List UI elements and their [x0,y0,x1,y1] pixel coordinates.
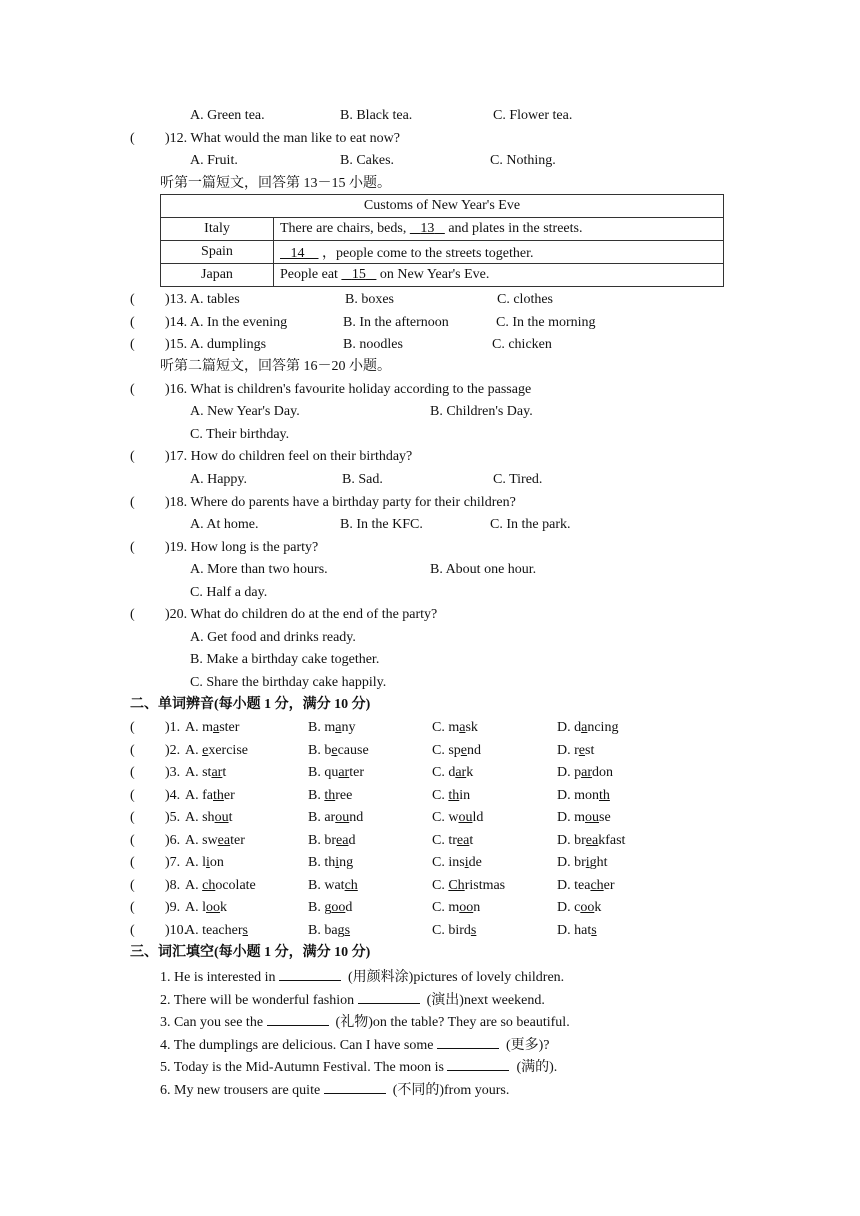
q20-option-a: A. Get food and drinks ready. [190,630,356,645]
vocab-item: 4. The dumplings are delicious. Can I have some (更多)? [160,1034,550,1054]
section2-title: 二、单词辨音(每小题 1 分，满分 10 分) [130,697,371,712]
phonics-option: A. master [185,720,240,735]
table-cell: There are chairs, beds, 13 and plates in the streets. [274,218,724,241]
q16-option-c: C. Their birthday. [190,427,290,442]
q13-option-b: B. boxes [345,292,394,307]
phonics-number: )9. [165,900,181,915]
table-cell: 14 ，people come to the streets together. [274,241,724,264]
answer-paren: ( [130,315,135,330]
underlined-letters: a [335,720,342,735]
blank-15: 15 [351,267,366,282]
phonics-option: D. teacher [557,878,615,893]
table-title: Customs of New Year's Eve [161,195,724,218]
underlined-letters: oo [459,900,474,915]
answer-blank[interactable] [324,1079,386,1094]
phonics-number: )4. [165,788,181,803]
underlined-letters: a [213,720,220,735]
table-country: Italy [161,218,274,241]
q14-option-b: B. In the afternoon [343,315,449,330]
phonics-option: C. treat [432,833,474,848]
underlined-letters: s [591,923,597,938]
phonics-option: B. good [308,900,353,915]
q16-option-a: A. New Year's Day. [190,404,300,419]
q19-option-a: A. More than two hours. [190,562,328,577]
underlined-letters: ar [211,765,223,780]
q17-option-c: C. Tired. [493,472,543,487]
q17-question: )17. How do children feel on their birthday? [165,449,413,464]
underlined-letters: i [335,855,340,870]
blank-14: 14 [290,246,305,261]
answer-paren: ( [130,382,135,397]
phonics-option: A. start [185,765,227,780]
q20-option-b: B. Make a birthday cake together. [190,652,380,667]
underlined-letters: ar [338,765,350,780]
q16-question: )16. What is children's favourite holiday according to the passage [165,382,532,397]
q16-option-b: B. Children's Day. [430,404,533,419]
underlined-letters: th [213,788,224,803]
underlined-letters: ou [214,810,229,825]
answer-paren: ( [130,788,135,803]
phonics-number: )7. [165,855,181,870]
phonics-option: C. inside [432,855,482,870]
underlined-letters: ea [217,833,231,848]
phonics-option: A. father [185,788,235,803]
underlined-letters: e [202,743,209,758]
phonics-option: D. mouse [557,810,611,825]
answer-paren: ( [130,878,135,893]
q14-option-a: )14. A. In the evening [165,315,288,330]
underlined-letters: ar [455,765,467,780]
q12-question: )12. What would the man like to eat now? [165,131,400,146]
phonics-option: A. chocolate [185,878,256,893]
q11-option-a: A. Green tea. [190,108,265,123]
phonics-option: B. bread [308,833,356,848]
phonics-option: D. bright [557,855,608,870]
phonics-number: )10. [165,923,188,938]
answer-blank[interactable] [447,1056,509,1071]
phonics-option: A. lion [185,855,224,870]
phonics-option: B. many [308,720,356,735]
q14-option-c: C. In the morning [496,315,596,330]
underlined-letters: a [459,720,466,735]
phonics-option: B. thing [308,855,354,870]
underlined-letters: e [578,743,585,758]
vocab-item: 2. There will be wonderful fashion (演出)next weekend. [160,989,545,1009]
underlined-letters: s [344,923,351,938]
phonics-option: B. three [308,788,353,803]
phonics-option: A. teachers [185,923,248,938]
underlined-letters: ch [590,878,604,893]
answer-paren: ( [130,765,135,780]
answer-paren: ( [130,495,135,510]
answer-blank[interactable] [279,966,341,981]
answer-paren: ( [130,720,135,735]
phonics-option: B. watch [308,878,358,893]
table-row [161,218,724,241]
table-country: Japan [161,264,274,287]
section3-title: 三、词汇填空(每小题 1 分，满分 10 分) [130,945,371,960]
phonics-option: B. around [308,810,364,825]
table-cell: People eat 15 on New Year's Eve. [274,264,724,287]
q11-option-b: B. Black tea. [340,108,413,123]
q19-option-c: C. Half a day. [190,585,268,600]
q15-option-a: )15. A. dumplings [165,337,267,352]
underlined-letters: ar [581,765,593,780]
phonics-option: C. thin [432,788,471,803]
phonics-option: A. exercise [185,743,248,758]
answer-blank[interactable] [358,989,420,1004]
q18-option-b: B. In the KFC. [340,517,423,532]
phonics-option: A. look [185,900,227,915]
answer-paren: ( [130,743,135,758]
underlined-letters: i [585,855,590,870]
q17-option-b: B. Sad. [342,472,383,487]
phonics-option: A. sweater [185,833,245,848]
passage1-instruction: 听第一篇短文，回答第 13－15 小题。 [160,176,391,191]
answer-blank[interactable] [267,1011,329,1026]
phonics-option: C. moon [432,900,481,915]
underlined-letters: oo [206,900,220,915]
chinese-hint: (更多) [505,1038,544,1053]
underlined-letters: ea [456,833,470,848]
phonics-option: D. cook [557,900,602,915]
table-row [161,264,724,287]
customs-table [160,194,724,287]
answer-paren: ( [130,131,135,146]
underlined-letters: Ch [448,878,465,893]
chinese-hint: (演出) [426,993,464,1008]
underlined-letters: s [242,923,248,938]
phonics-option: D. month [557,788,610,803]
q15-option-c: C. chicken [492,337,552,352]
blank-13: 13 [420,221,435,236]
underlined-letters: ou [335,810,350,825]
phonics-number: )3. [165,765,181,780]
underlined-letters: e [331,743,338,758]
q20-option-c: C. Share the birthday cake happily. [190,675,387,690]
vocab-item: 6. My new trousers are quite (不同的)from yours. [160,1079,509,1099]
phonics-number: )6. [165,833,181,848]
answer-blank[interactable] [437,1034,499,1049]
q15-option-b: B. noodles [343,337,403,352]
table-row [161,241,724,264]
phonics-number: )8. [165,878,181,893]
phonics-option: D. breakfast [557,833,626,848]
underlined-letters: ch [344,878,358,893]
answer-paren: ( [130,923,135,938]
underlined-letters: oo [580,900,595,915]
answer-paren: ( [130,810,135,825]
q13-option-c: C. clothes [497,292,553,307]
underlined-letters: ea [585,833,599,848]
q11-option-c: C. Flower tea. [493,108,573,123]
phonics-option: B. bags [308,923,351,938]
q19-option-b: B. About one hour. [430,562,537,577]
chinese-hint: (满的) [516,1060,554,1075]
answer-paren: ( [130,607,135,622]
answer-paren: ( [130,833,135,848]
chinese-hint: (不同的) [392,1083,445,1098]
phonics-option: D. hats [557,923,597,938]
underlined-letters: oo [331,900,346,915]
q18-option-c: C. In the park. [490,517,571,532]
phonics-option: C. would [432,810,484,825]
chinese-hint: (用颜料涂) [347,970,414,985]
q18-question: )18. Where do parents have a birthday party for their children? [165,495,516,510]
phonics-option: C. birds [432,923,477,938]
table-country: Spain [161,241,274,264]
q18-option-a: A. At home. [190,517,259,532]
phonics-option: B. because [308,743,369,758]
q12-option-b: B. Cakes. [340,153,395,168]
q19-question: )19. How long is the party? [165,540,319,555]
underlined-letters: i [464,855,469,870]
phonics-number: )5. [165,810,181,825]
underlined-letters: ea [336,833,349,848]
q12-option-c: C. Nothing. [490,153,556,168]
vocab-item: 5. Today is the Mid-Autumn Festival. The moon is (满的). [160,1056,557,1076]
phonics-number: )2. [165,743,181,758]
q20-question: )20. What do children do at the end of the party? [165,607,438,622]
underlined-letters: ch [202,878,216,893]
vocab-item: 1. He is interested in (用颜料涂)pictures of lovely children. [160,966,564,986]
vocab-item: 3. Can you see the (礼物)on the table? They are so beautiful. [160,1011,570,1031]
answer-paren: ( [130,292,135,307]
answer-paren: ( [130,900,135,915]
answer-paren: ( [130,449,135,464]
phonics-option: C. dark [432,765,474,780]
answer-paren: ( [130,540,135,555]
phonics-number: )1. [165,720,181,735]
answer-paren: ( [130,337,135,352]
passage2-instruction: 听第二篇短文，回答第 16－20 小题。 [160,359,391,374]
underlined-letters: th [324,788,336,803]
phonics-option: D. dancing [557,720,619,735]
underlined-letters: ou [585,810,599,825]
underlined-letters: i [206,855,210,870]
phonics-option: D. pardon [557,765,614,780]
underlined-letters: th [448,788,460,803]
phonics-option: C. Christmas [432,878,506,893]
phonics-option: A. shout [185,810,233,825]
phonics-option: D. rest [557,743,595,758]
underlined-letters: th [599,788,610,803]
q17-option-a: A. Happy. [190,472,248,487]
phonics-option: C. mask [432,720,478,735]
phonics-option: C. spend [432,743,482,758]
q13-option-a: )13. A. tables [165,292,240,307]
underlined-letters: s [470,923,477,938]
answer-paren: ( [130,855,135,870]
chinese-hint: (礼物) [335,1015,373,1030]
underlined-letters: ou [458,810,473,825]
phonics-option: B. quarter [308,765,364,780]
underlined-letters: a [581,720,588,735]
underlined-letters: e [460,743,468,758]
q12-option-a: A. Fruit. [190,153,238,168]
